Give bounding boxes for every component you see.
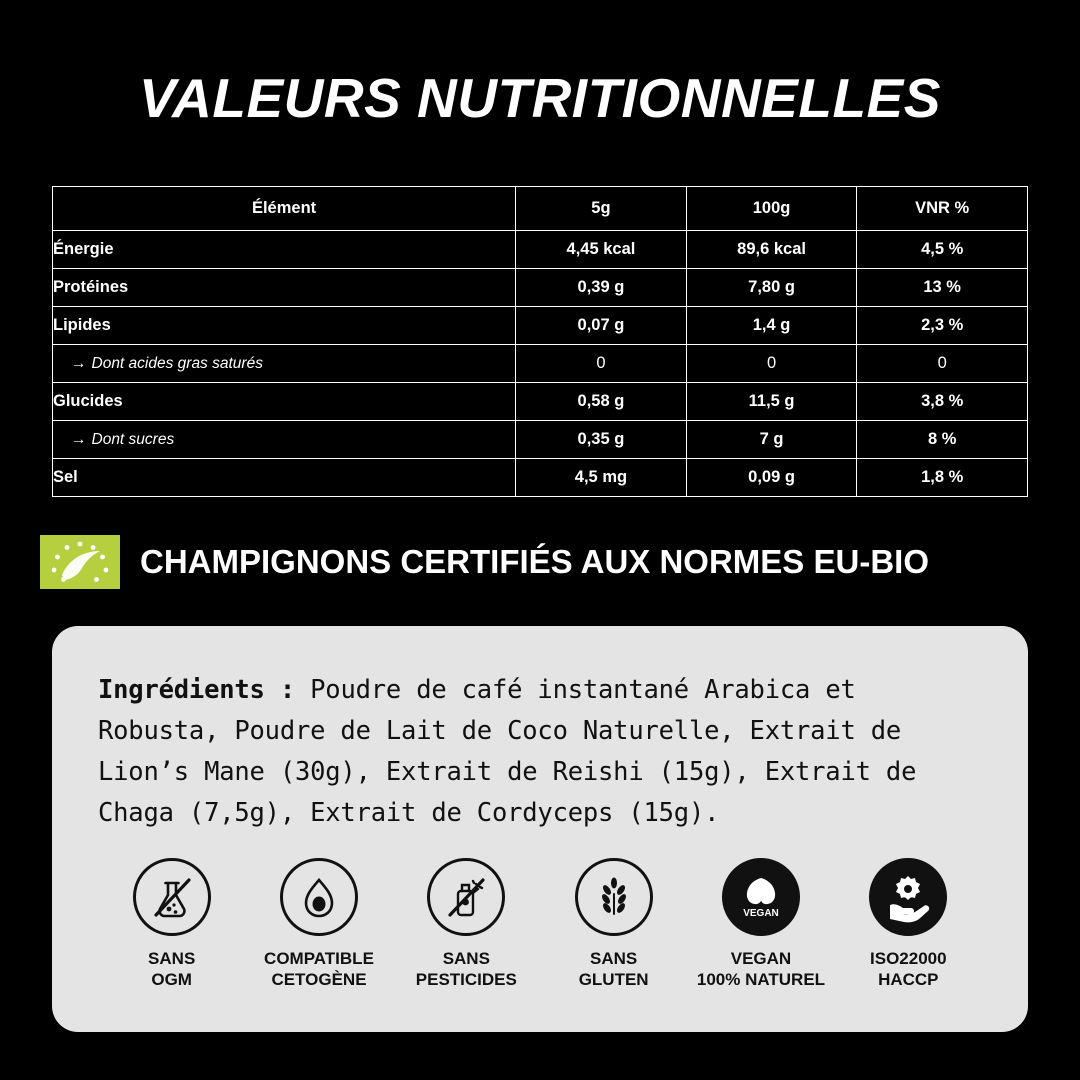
badge-caption-line2: OGM: [151, 970, 192, 989]
certification-badges: [98, 858, 982, 990]
badge-caption-line2: GLUTEN: [578, 970, 649, 989]
row-value-100g: 0: [686, 345, 857, 383]
row-value-100g: 7,80 g: [686, 269, 857, 307]
row-value-100g: 0,09 g: [686, 459, 857, 497]
row-value-5g: 4,45 kcal: [516, 231, 687, 269]
arrow-icon: →: [71, 430, 87, 448]
badge-gluten-free: [540, 858, 687, 990]
badge-caption-line2: HACCP: [878, 970, 939, 989]
badge-caption-line1: ISO22000: [870, 949, 947, 968]
row-value-100g: 89,6 kcal: [686, 231, 857, 269]
column-header-100g: 100g: [686, 187, 857, 231]
no-gmo-flask-icon: [133, 858, 211, 936]
row-value-100g: 7 g: [686, 421, 857, 459]
row-value-5g: 0,35 g: [516, 421, 687, 459]
badge-caption: [870, 948, 947, 990]
ingredients-paragraph: [98, 670, 982, 834]
row-value-vnr: 4,5 %: [857, 231, 1028, 269]
row-value-vnr: 8 %: [857, 421, 1028, 459]
row-label-sub-text: Dont sucres: [91, 430, 175, 448]
badge-vegan: [687, 858, 834, 990]
gluten-free-wheat-icon: [575, 858, 653, 936]
table-header-row: [53, 187, 1028, 231]
badge-no-gmo: [98, 858, 245, 990]
organic-banner-text: CHAMPIGNONS CERTIFIÉS AUX NORMES EU-BIO: [140, 543, 929, 580]
page-title: VALEURS NUTRITIONNELLES: [139, 67, 941, 129]
row-value-5g: 0,39 g: [516, 269, 687, 307]
badge-caption-line2: CETOGÈNE: [271, 970, 367, 989]
badge-caption: [416, 948, 517, 990]
table-row-sub: [53, 345, 1028, 383]
badge-caption-line1: SANS: [590, 949, 638, 968]
row-value-5g: 0,58 g: [516, 383, 687, 421]
row-value-5g: 0,07 g: [516, 307, 687, 345]
svg-text:VEGAN: VEGAN: [743, 908, 779, 919]
row-label: Lipides: [53, 307, 516, 345]
arrow-icon: →: [71, 354, 87, 372]
row-value-100g: 1,4 g: [686, 307, 857, 345]
ingredients-card: [52, 626, 1028, 1032]
table-row: [53, 269, 1028, 307]
row-value-100g: 11,5 g: [686, 383, 857, 421]
column-header-element: Élément: [53, 187, 516, 231]
keto-avocado-icon: [280, 858, 358, 936]
row-value-5g: 0: [516, 345, 687, 383]
badge-caption: [264, 948, 374, 990]
row-label: Glucides: [53, 383, 516, 421]
row-label-sub: [53, 421, 516, 459]
column-header-5g: 5g: [516, 187, 687, 231]
table-row-sub: [53, 421, 1028, 459]
badge-caption-line1: VEGAN: [730, 949, 792, 968]
row-value-vnr: 2,3 %: [857, 307, 1028, 345]
row-value-5g: 4,5 mg: [516, 459, 687, 497]
badge-iso-haccp: [835, 858, 982, 990]
no-pesticides-icon: [427, 858, 505, 936]
badge-no-pesticides: [393, 858, 540, 990]
badge-caption: [148, 948, 195, 990]
ingredients-label: Ingrédients :: [98, 675, 295, 705]
table-row: [53, 307, 1028, 345]
row-label: Énergie: [53, 231, 516, 269]
nutrition-table: [52, 186, 1028, 497]
badge-caption-line1: SANS: [148, 949, 196, 968]
badge-keto: [245, 858, 392, 990]
row-label: Sel: [53, 459, 516, 497]
badge-caption: [697, 948, 825, 990]
row-value-vnr: 0: [857, 345, 1028, 383]
row-label-sub: [53, 345, 516, 383]
column-header-vnr: VNR %: [857, 187, 1028, 231]
row-value-vnr: 3,8 %: [857, 383, 1028, 421]
badge-caption-line1: SANS: [442, 949, 490, 968]
badge-caption-line2: 100% NATUREL: [696, 970, 826, 989]
table-row: [53, 459, 1028, 497]
row-label-sub-text: Dont acides gras saturés: [91, 354, 263, 372]
row-label: Protéines: [53, 269, 516, 307]
table-row: [53, 231, 1028, 269]
ingredients-text: Poudre de café instantané Arabica et Robusta, Poudre de Lait de Coco Naturelle, Extrait de Lion’s Mane (30g), Extrait de Reishi (15g), Extrait de Chaga (7,5g), Extrait de Cordyceps (15g).: [98, 675, 917, 828]
badge-caption: [579, 948, 649, 990]
badge-caption-line1: COMPATIBLE: [264, 949, 374, 968]
row-value-vnr: 13 %: [857, 269, 1028, 307]
badge-caption-line2: PESTICIDES: [415, 970, 517, 989]
eu-organic-leaf-icon: [40, 535, 120, 589]
vegan-leaves-icon: [722, 858, 800, 936]
organic-certification-banner: [40, 532, 1050, 592]
iso-certified-hand-icon: [869, 858, 947, 936]
table-row: [53, 383, 1028, 421]
row-value-vnr: 1,8 %: [857, 459, 1028, 497]
nutrition-table-wrapper: [52, 186, 1028, 497]
